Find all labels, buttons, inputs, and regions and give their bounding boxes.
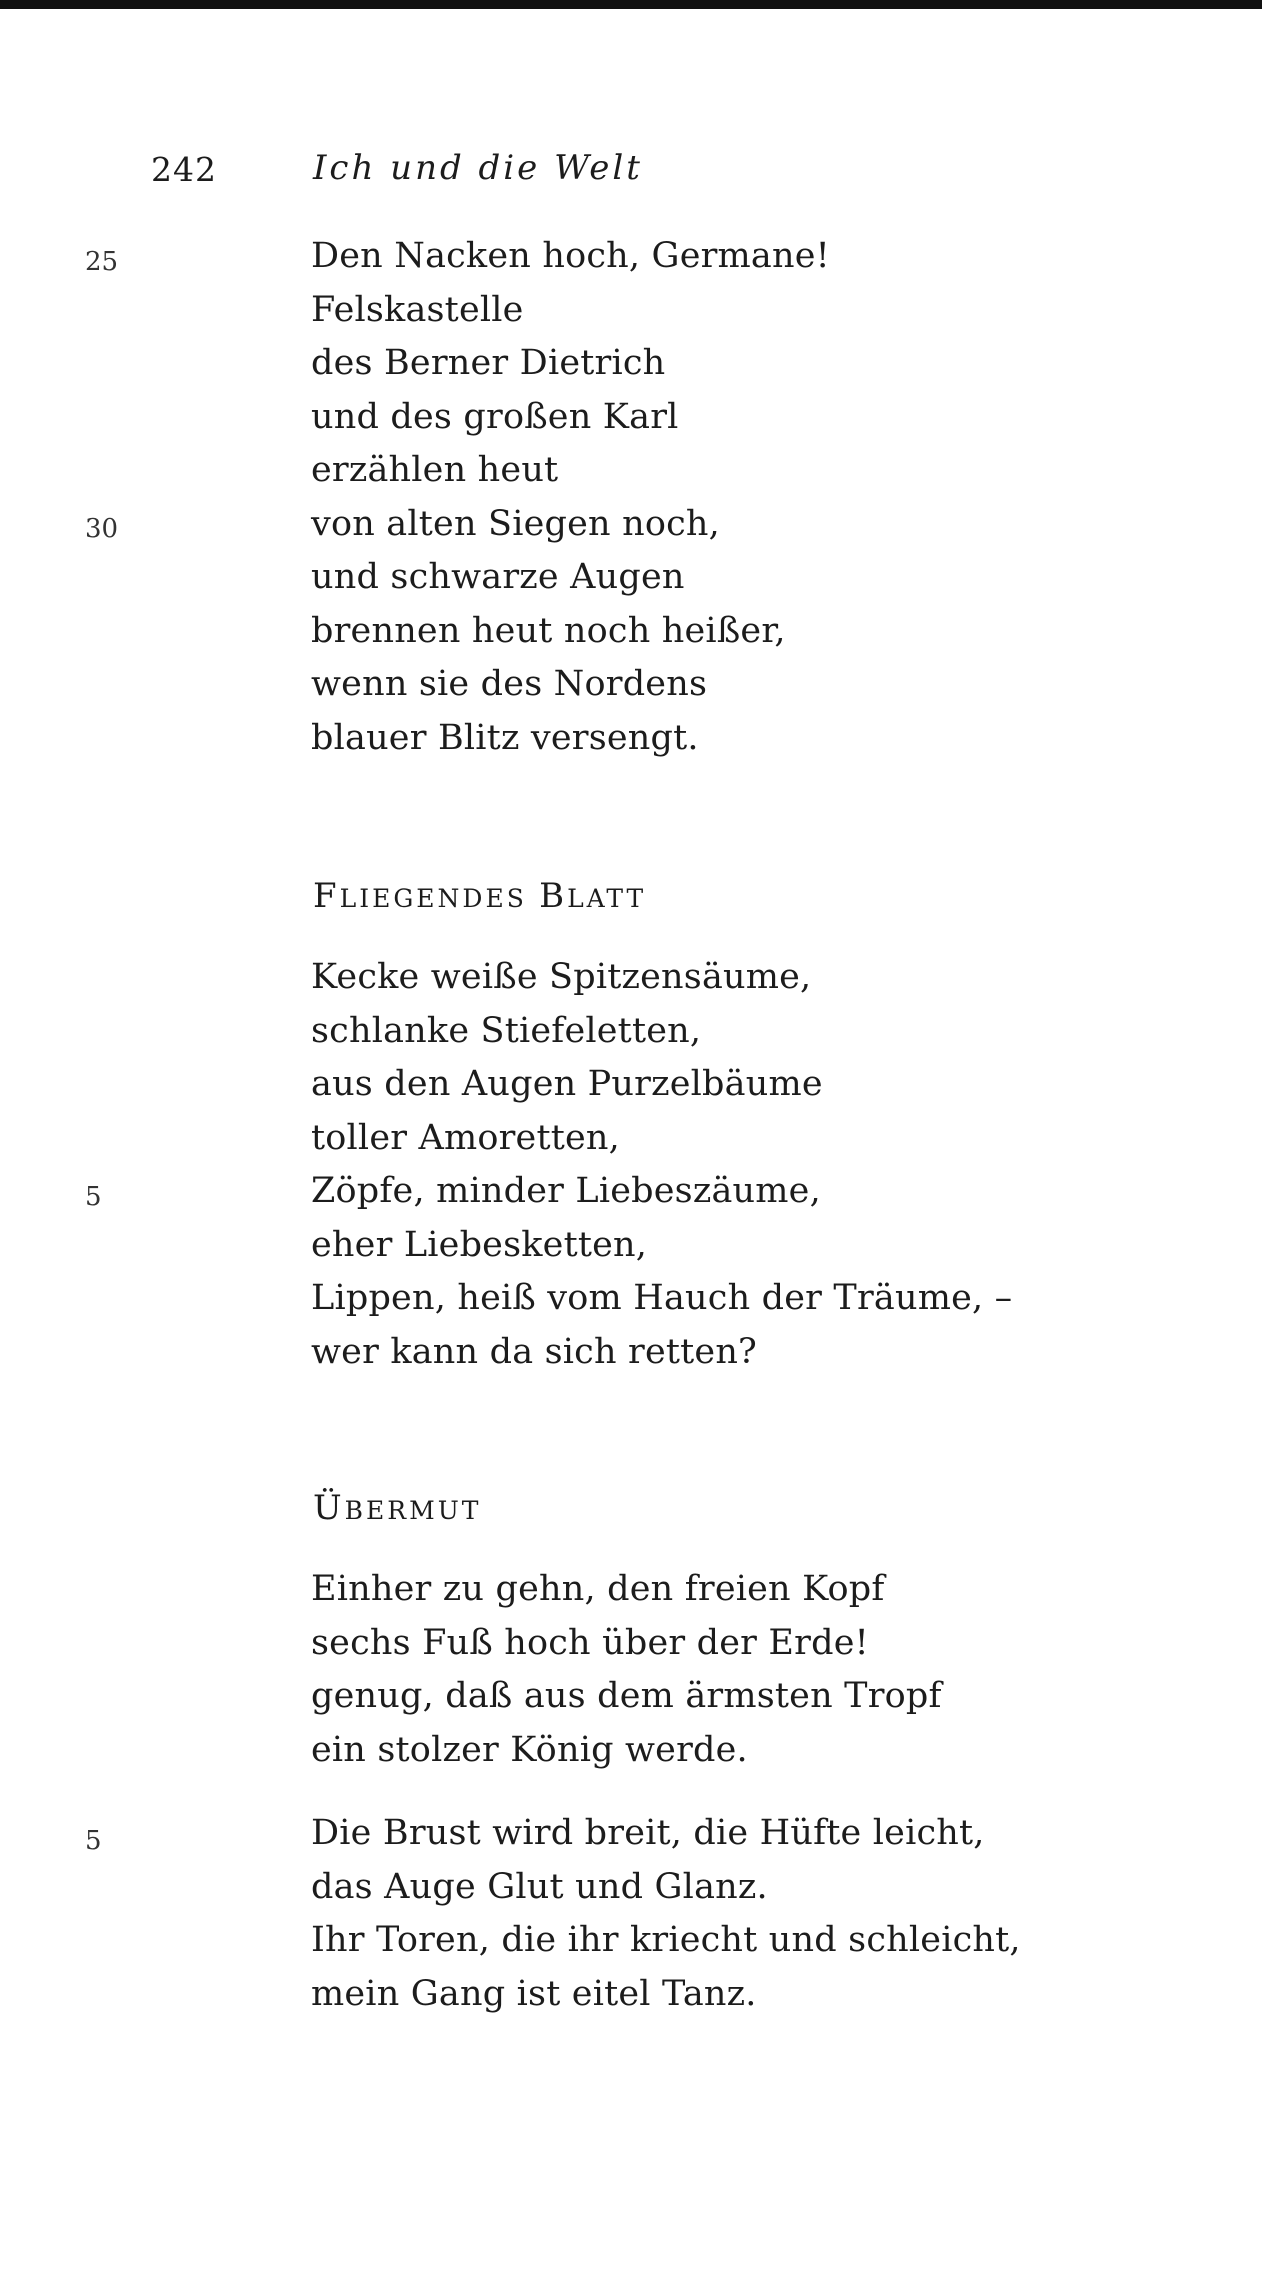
poem-line: ein stolzer König werde. xyxy=(311,1729,748,1770)
line-number-5: 5 xyxy=(85,1826,102,1856)
page-number: 242 xyxy=(151,150,217,189)
poem-title-fliegendes-blatt: FLIEGENDES BLATT xyxy=(313,876,647,916)
line-number-30: 30 xyxy=(85,514,119,544)
poem-line: blauer Blitz versengt. xyxy=(311,717,699,758)
running-title: Ich und die Welt xyxy=(313,148,643,188)
poem-line: mein Gang ist eitel Tanz. xyxy=(311,1973,757,2014)
poem-title-uebermut: ÜBERMUT xyxy=(313,1488,482,1528)
poem-line: toller Amoretten, xyxy=(311,1117,620,1158)
poem-line: Lippen, heiß vom Hauch der Träume, – xyxy=(311,1278,1013,1318)
poem-line: und des großen Karl xyxy=(311,396,679,437)
line-number-5: 5 xyxy=(85,1182,102,1212)
poem-line: Felskastelle xyxy=(311,289,524,330)
continued-poem xyxy=(311,230,830,765)
poem-uebermut-stanza-2 xyxy=(311,1807,1021,2021)
poem-line: Einher zu gehn, den freien Kopf xyxy=(311,1569,885,1609)
poem-line: eher Liebesketten, xyxy=(311,1224,648,1265)
poem-line: Kecke weiße Spitzensäume, xyxy=(311,957,812,997)
poem-line: genug, daß aus dem ärmsten Tropf xyxy=(311,1676,942,1716)
poem-line: und schwarze Augen xyxy=(311,557,685,597)
poem-line: wenn sie des Nordens xyxy=(311,664,708,704)
poem-uebermut-stanza-1 xyxy=(311,1563,942,1777)
poem-line: sechs Fuß hoch über der Erde! xyxy=(311,1622,869,1663)
poem-line: brennen heut noch heißer, xyxy=(311,610,786,651)
poem-line: Die Brust wird breit, die Hüfte leicht, xyxy=(311,1813,985,1853)
line-number-25: 25 xyxy=(85,247,119,277)
poem-line: von alten Siegen noch, xyxy=(311,503,720,544)
poem-line: wer kann da sich retten? xyxy=(311,1331,758,1372)
top-border-rule xyxy=(0,0,1262,9)
poem-line: aus den Augen Purzelbäume xyxy=(311,1064,823,1104)
poem-line: das Auge Glut und Glanz. xyxy=(311,1866,768,1907)
poem-line: Ihr Toren, die ihr kriecht und schleicht, xyxy=(311,1920,1021,1960)
poem-line: Den Nacken hoch, Germane! xyxy=(311,236,830,276)
poem-line: Zöpfe, minder Liebeszäume, xyxy=(311,1171,821,1211)
poem-line: schlanke Stiefeletten, xyxy=(311,1010,702,1051)
poem-fliegendes-blatt xyxy=(311,951,1012,1379)
poem-line: des Berner Dietrich xyxy=(311,343,666,383)
poem-line: erzählen heut xyxy=(311,450,559,490)
